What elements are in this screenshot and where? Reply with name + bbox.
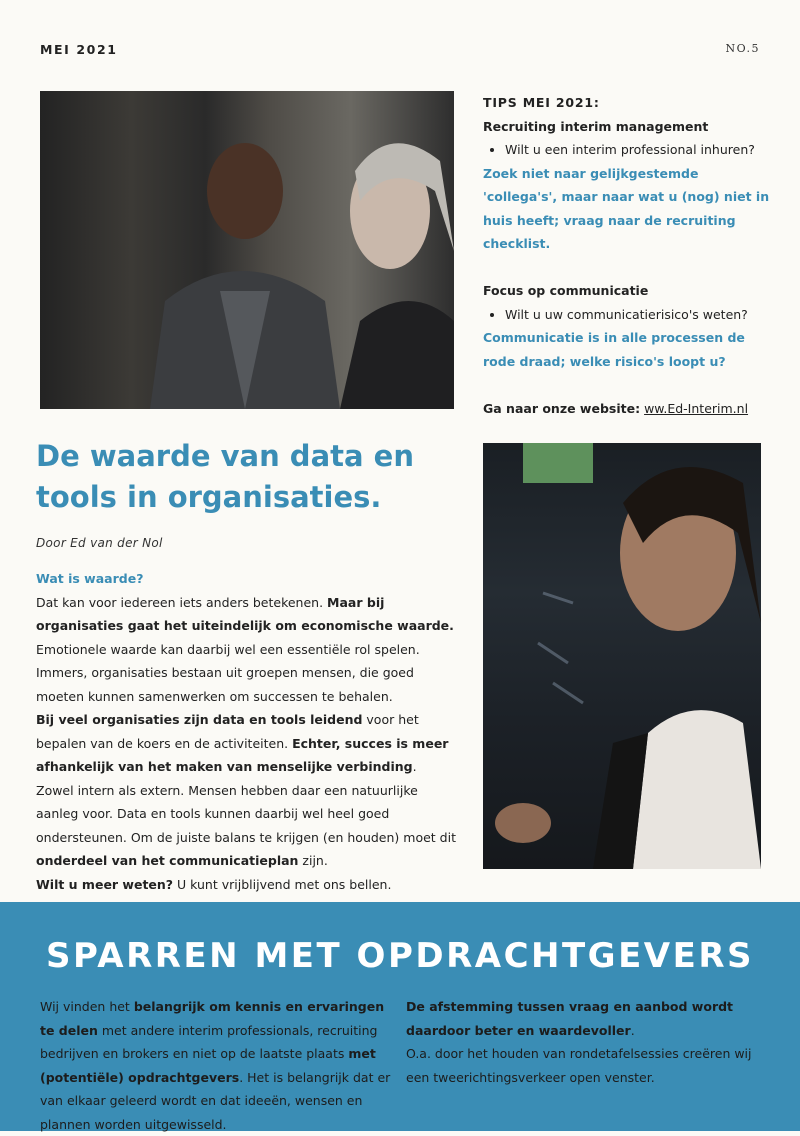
band-text: met andere interim professionals, recruiting bedrijven en brokers en niet op de laatste plaats (40, 1022, 378, 1061)
article-paragraph-3 (36, 873, 456, 897)
band-text: . Het is belangrijk dat er van elkaar geleerd wordt en dat ideeën, wensen en plannen worden uitgewisseld. (40, 1069, 391, 1132)
band-right-paragraph-2: O.a. door het houden van rondetafelsessies creëren wij een tweerichtingsverkeer open venster. (406, 1046, 752, 1085)
article-paragraph-2 (36, 708, 456, 873)
website-line (483, 397, 773, 421)
article-byline: Door Ed van der Nol (36, 536, 163, 550)
band-bold-text: belangrijk om kennis en ervaringen te delen (40, 999, 385, 1038)
woman-at-screen-photo (483, 443, 761, 869)
article-bold-text: Wilt u meer weten? (36, 876, 174, 892)
band-bold-text: De afstemming tussen vraag en aanbod wordt daardoor beter en waardevoller (406, 999, 734, 1038)
band-right-column (406, 995, 766, 1089)
business-people-photo (40, 91, 454, 409)
band-bold-text: met (potentiële) opdrachtgevers (40, 1046, 376, 1085)
tips-section2-answer: Communicatie is in alle processen de rode draad; welke risico's loopt u? (483, 330, 745, 369)
tips-section1-title: Recruiting interim management (483, 118, 709, 134)
article-text: Dat kan voor iedereen iets anders betekenen. (36, 594, 328, 610)
tips-section2-title: Focus op communicatie (483, 283, 649, 298)
band-title: SPARREN MET OPDRACHTGEVERS (45, 936, 755, 976)
band-right-paragraph-1 (406, 995, 766, 1042)
article-text: . Zowel intern als extern. Mensen hebben daar een natuurlijke aanleg voor. Data en tools kunnen daarbij wel heel goed ondersteunen. Om de juiste balans te krijgen (en houden) moet dit (36, 759, 456, 845)
website-link[interactable]: ww.Ed-Interim.nl (644, 400, 749, 416)
band-text: . (630, 1022, 635, 1038)
article-paragraph-1 (36, 591, 456, 709)
tips-section1-answer: Zoek niet naar gelijkgestemde 'collega's', maar naar wat u (nog) niet in huis heeft; vraag naar de recruiting checklist. (483, 165, 770, 251)
article-bold-text: Echter, succes is meer afhankelijk van het maken van menselijke verbinding (36, 735, 449, 774)
issue-date: MEI 2021 (40, 42, 118, 57)
band-text: Wij vinden het (40, 999, 134, 1014)
article-subheading: Wat is waarde? (36, 571, 144, 586)
article-text: U kunt vrijblijvend met ons bellen. (173, 876, 392, 892)
band-left-column (40, 995, 395, 1136)
article-text: voor het bepalen van de koers en de activiteiten. (36, 712, 419, 751)
article-bold-text: Maar bij organisaties gaat het uiteindelijk om economische waarde. (36, 594, 454, 633)
article-headline: De waarde van data en tools in organisaties. (36, 439, 414, 514)
tips-section2-list (483, 303, 773, 327)
website-label: Ga naar onze website: (483, 400, 641, 416)
tips-title: TIPS MEI 2021: (483, 95, 600, 110)
article-text: zijn. (298, 853, 328, 868)
article-text: Emotionele waarde kan daarbij wel een essentiële rol spelen. Immers, organisaties bestaan uit groepen mensen, die goed moeten kunnen samenwerken om successen te behalen. (36, 641, 420, 704)
tips-section1-bullet: • Wilt u een interim professional inhuren? (505, 138, 773, 162)
issue-number: NO.5 (725, 42, 760, 55)
tips-section2-bullet: • Wilt u uw communicatierisico's weten? (505, 303, 773, 327)
tips-section1-list (483, 138, 773, 162)
article-body (36, 567, 456, 896)
tips-panel (483, 91, 773, 420)
article-bold-text: Bij veel organisaties zijn data en tools leidend (36, 712, 363, 727)
article-bold-text: onderdeel van het communicatieplan (36, 853, 299, 868)
